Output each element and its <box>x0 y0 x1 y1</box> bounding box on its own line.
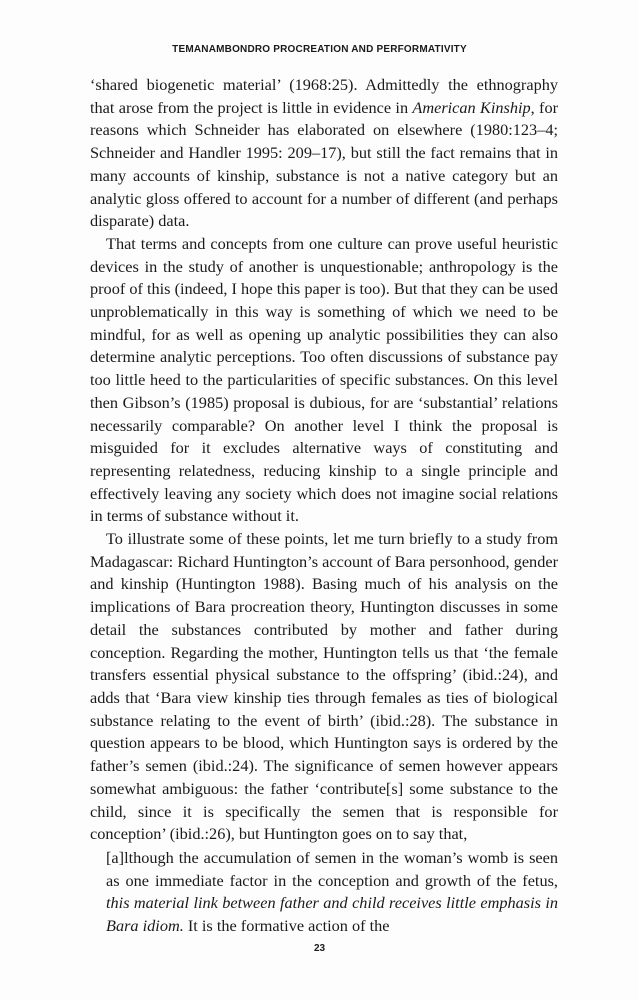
paragraph-1-seg-3: , for reasons which Schneider has elaborated on elsewhere (1980:123–4; Schneider and Handler 1995: 209–17), but still the fact remains that in many accounts of kinship, substance is not a native category but an analytic gloss offered to account for a number of different (and perhaps disparate) data. <box>90 97 559 231</box>
paragraph-1-seg-1: ‘shared biogenetic material’ (1968:25). Admittedly the ethnography that arose from the project is little in evidence in <box>90 75 558 117</box>
block-quote-seg-2-italic: this material link between father and child receives little emphasis in Bara idiom. <box>106 893 558 936</box>
body-text <box>90 74 558 846</box>
block-quote-paragraph <box>106 847 558 938</box>
paragraph-1-seg-2-italic: American Kinship <box>412 97 531 117</box>
block-quote-seg-1: [a]lthough the accumulation of semen in the woman’s womb is seen as one immediate factor in the conception and growth of the fetus, <box>106 848 558 890</box>
block-quote-seg-3: It is the formative action of the <box>183 916 390 936</box>
paragraph-2 <box>90 233 558 528</box>
page-number: 23 <box>313 943 326 954</box>
paragraph-2-seg-1: That terms and concepts from one culture can prove useful heuristic devices in the study of another is unquestionable; anthropology is the proof of this (indeed, I hope this paper is too). But that they can be used unproblematically in this way is something of which we need to be mindful, for as well as opening up analytic possibilities they can also determine analytic perceptions. Too often discussions of substance pay too little heed to the particularities of specific substances. On this level then Gibson’s (1985) proposal is dubious, for are ‘substantial’ relations necessarily comparable? On another level I think the proposal is misguided for it excludes alternative ways of constituting and representing relatedness, reducing kinship to a single principle and effectively leaving any society which does not imagine social relations in terms of substance without it. <box>90 233 558 526</box>
running-head: TEMANAMBONDRO PROCREATION AND PERFORMATIVITY <box>172 44 467 55</box>
paragraph-1 <box>90 74 558 233</box>
paragraph-3 <box>90 528 558 846</box>
paragraph-3-seg-1: To illustrate some of these points, let me turn briefly to a study from Madagascar: Richard Huntington’s account of Bara personhood, gender and kinship (Huntington 1988). Basing much of his analysis on the implications of Bara procreation theory, Huntington discusses in some detail the substances contributed by mother and father during conception. Regarding the mother, Huntington tells us that ‘the female transfers essential physical substance to the offspring’ (ibid.:24), and adds that ‘Bara view kinship ties through females as ties of biological substance relating to the event of birth’ (ibid.:28). The substance in question appears to be blood, which Huntington says is ordered by the father’s semen (ibid.:24). The significance of semen however appears somewhat ambiguous: the father ‘contribute[s] some substance to the child, since it is specifically the semen that is responsible for conception’ (ibid.:26), but Huntington goes on to say that, <box>90 529 558 844</box>
block-quote <box>106 847 558 938</box>
